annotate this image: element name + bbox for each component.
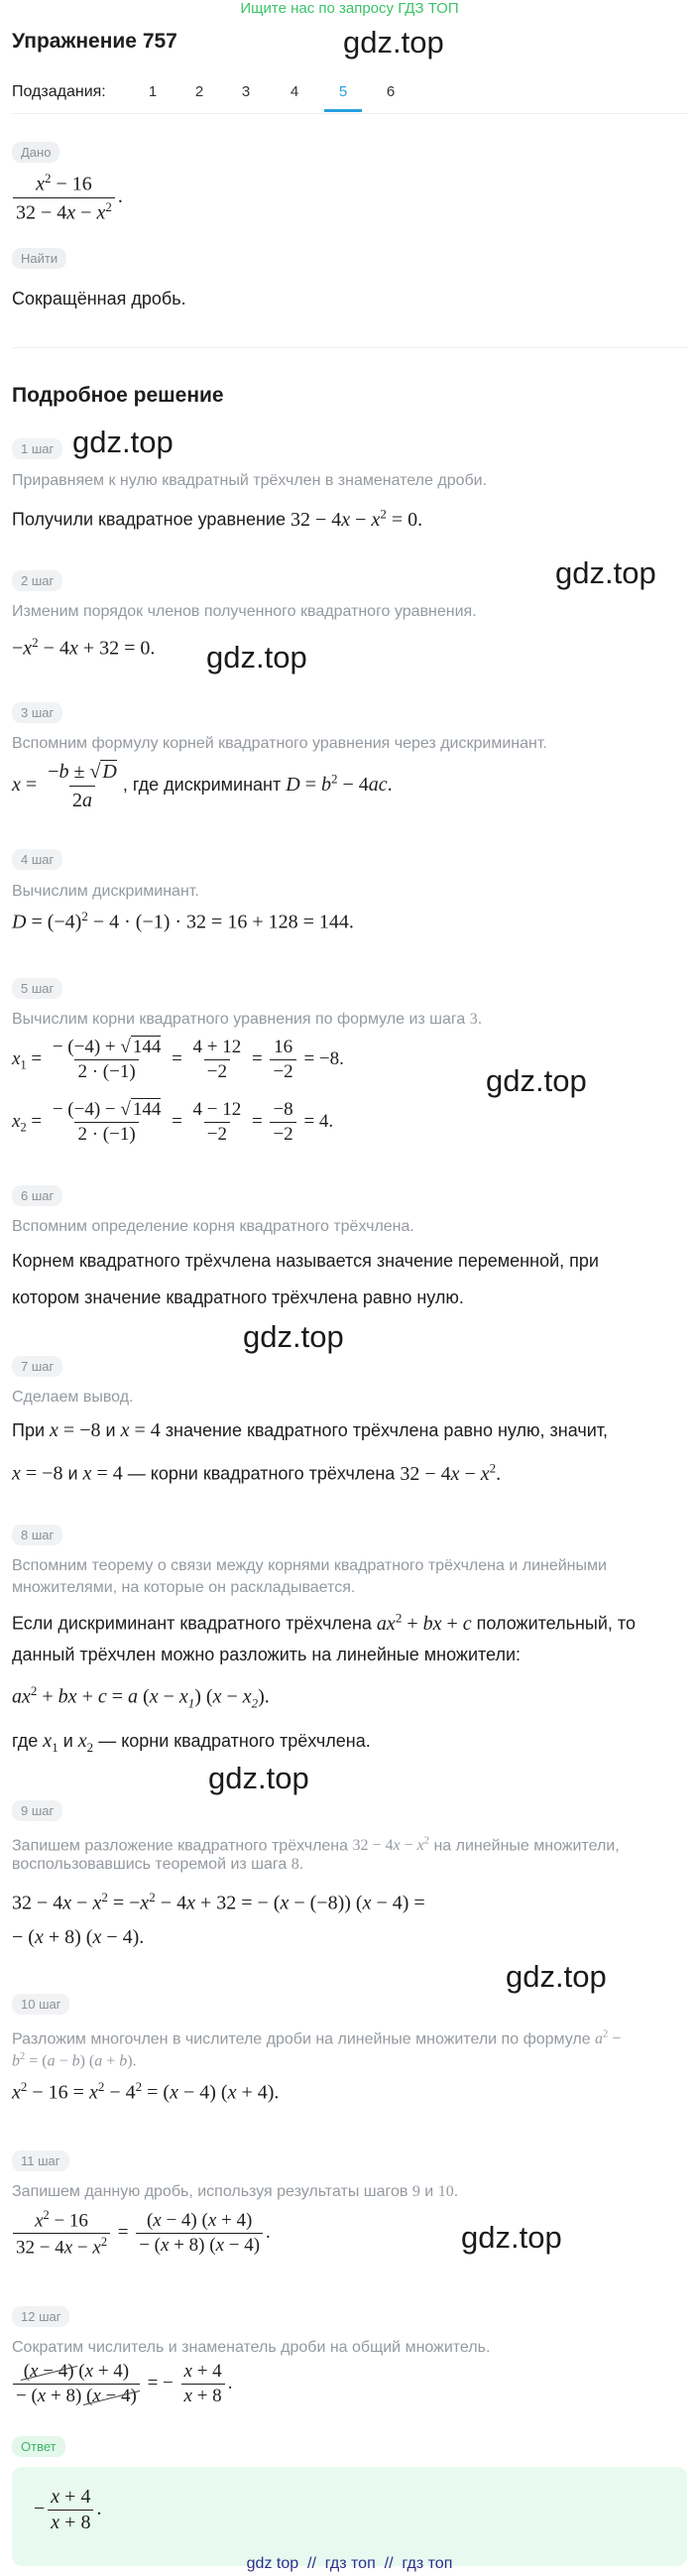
step-description: Вычислим корни квадратного уравнения по формуле из шага 3. <box>12 1011 483 1028</box>
step-formula: $D = (-4)^2 - 4 \cdot (-1) \cdot 32 = 16 + 128 = 144$. <box>12 909 354 933</box>
step-formula: $32 - 4x - x^2 = -x^2 - 4x + 32$ = − (x − (−8)) (x − 4) = <box>12 1890 425 1914</box>
watermark: gdz.top <box>208 1761 309 1795</box>
watermark: gdz.top <box>486 1063 587 1098</box>
given-fraction: $\frac{x^2 - 16}{32 - 4x - x^2}$ . <box>10 171 123 224</box>
find-text: Сокращённая дробь. <box>12 289 186 308</box>
step-badge: 3 шаг <box>12 702 62 723</box>
subtask-tab-4[interactable]: 4 <box>290 83 299 100</box>
subtask-tab-1[interactable]: 1 <box>148 83 158 100</box>
step-description: Вспомним определение корня квадратного трёхчлена. <box>12 1218 414 1235</box>
divider <box>12 347 687 348</box>
step-badge: 12 шаг <box>12 2306 69 2327</box>
step-badge: 4 шаг <box>12 849 62 870</box>
step-formula: $ax^2$ + bx + c = a $(x - x_1)$ $(x - x_2)$. <box>12 1683 270 1711</box>
step-text: x = −8 и x = 4 — корни квадратного трёхчлена $32 - 4x - x^2$. <box>12 1460 502 1485</box>
step-description: Запишем данную дробь, используя результаты шагов 9 и 10. <box>12 2183 459 2200</box>
step-description: Приравняем к нулю квадратный трёхчлен в знаменателе дроби. <box>12 472 488 489</box>
step-badge: 9 шаг <box>12 1800 62 1821</box>
step-badge: 8 шаг <box>12 1525 62 1545</box>
footer-links[interactable]: gdz top // гдз топ // гдз топ <box>246 2555 453 2572</box>
step-formula: $-x^2 - 4x + 32 = 0$. <box>12 635 156 660</box>
step-description: Разложим многочлен в числителе дроби на линейные множители по формуле $a^2$ − <box>12 2029 622 2048</box>
watermark: gdz.top <box>555 555 656 590</box>
subtask-tab-2[interactable]: 2 <box>194 83 204 100</box>
step-description: Запишем разложение квадратного трёхчлена $32 - 4x - x^2$ на линейные множители, <box>12 1836 620 1855</box>
step-formula: − (x + 8) (x − 4). <box>12 1926 145 1948</box>
step-description-formula: $b^2 = (a - b) (a + b)$. <box>12 2051 137 2070</box>
step-badge: 7 шаг <box>12 1356 62 1377</box>
step-badge: 1 шаг <box>12 438 62 459</box>
step-description: Вычислим дискриминант. <box>12 883 199 900</box>
step-description: Изменим порядок членов полученного квадратного уравнения. <box>12 603 477 620</box>
step-formula: $x^2 - 16 = x^2 - 4^2 = (x - 4) (x + 4)$. <box>12 2079 280 2104</box>
step-text: Получили квадратное уравнение $32 - 4x - x^2 = 0$. <box>12 506 423 531</box>
step-badge: 11 шаг <box>12 2150 69 2171</box>
watermark: gdz.top <box>343 25 444 60</box>
step-text: Если дискриминант квадратного трёхчлена $ax^2$ + bx + c положительный, то <box>12 1610 636 1635</box>
step-formula: $\frac{(x - 4) (x + 4)}{- (x + 8) (x - 4)}$ = − $\frac{x + 4}{x + 8}$ . <box>10 2361 232 2407</box>
step-text: данный трёхчлен можно разложить на линейные множители: <box>12 1645 522 1664</box>
subtasks-label: Подзадания: <box>12 83 106 100</box>
step-text: Корнем квадратного трёхчлена называется значение переменной, при <box>12 1251 599 1271</box>
step-formula: $x_1$ = $\frac{- (-4) + √ 144}{2 \cdot (-1)}$ = $\frac{4 + 12}{-2}$ = $\frac{16}{-2}$ = −8. <box>12 1037 344 1082</box>
solution-title: Подробное решение <box>12 384 224 407</box>
active-tab-underline <box>324 109 362 112</box>
step-text: котором значение квадратного трёхчлена равно нулю. <box>12 1288 464 1307</box>
step-text: При x = −8 и x = 4 значение квадратного трёхчлена равно нулю, значит, <box>12 1419 609 1441</box>
answer-formula: − $\frac{x + 4}{x + 8}$ . <box>34 2486 102 2533</box>
top-banner[interactable]: Ищите нас по запросу ГДЗ ТОП <box>240 0 459 17</box>
answer-box <box>12 2467 687 2566</box>
subtask-tab-6[interactable]: 6 <box>386 83 396 100</box>
step-formula: x = $\frac{-b \pm √ D}{2a}$ , где дискриминант $D = b^2 - 4ac$. <box>12 761 393 811</box>
page-title: Упражнение 757 <box>12 30 177 53</box>
divider <box>12 113 687 114</box>
step-badge: 10 шаг <box>12 1994 69 2015</box>
subtask-tab-3[interactable]: 3 <box>241 83 251 100</box>
answer-badge: Ответ <box>12 2436 65 2457</box>
step-formula: $x_2$ = $\frac{- (-4) - √ 144}{2 \cdot (-1)}$ = $\frac{4 - 12}{-2}$ = $\frac{-8}{-2}$ = 4. <box>12 1099 334 1145</box>
watermark: gdz.top <box>206 640 307 675</box>
step-description: Сократим числитель и знаменатель дроби на общий множитель. <box>12 2339 491 2356</box>
step-badge: 6 шаг <box>12 1185 62 1206</box>
step-badge: 2 шаг <box>12 570 62 591</box>
watermark: gdz.top <box>72 425 174 459</box>
watermark: gdz.top <box>506 1959 607 1994</box>
step-formula: $\frac{x^2 - 16}{32 - 4x - x^2}$ = $\frac{(x - 4) (x + 4)}{- (x + 8) (x - 4)}$ . <box>10 2208 271 2260</box>
watermark: gdz.top <box>461 2220 562 2255</box>
given-label: Дано <box>12 142 59 163</box>
step-description: Вспомним теорему о связи между корнями квадратного трёхчлена и линейными <box>12 1557 607 1574</box>
step-badge: 5 шаг <box>12 978 62 999</box>
step-description: множителями, на которые он раскладывается. <box>12 1579 356 1596</box>
subtask-tab-5-active[interactable]: 5 <box>338 83 348 100</box>
find-label: Найти <box>12 248 66 269</box>
step-description: Вспомним формулу корней квадратного уравнения через дискриминант. <box>12 735 547 752</box>
watermark: gdz.top <box>243 1319 344 1354</box>
step-description: Сделаем вывод. <box>12 1389 134 1406</box>
step-text: где $x_1$ и $x_2$ — корни квадратного трёхчлена. <box>12 1730 371 1755</box>
step-description: воспользовавшись теоремой из шага 8. <box>12 1856 304 1873</box>
